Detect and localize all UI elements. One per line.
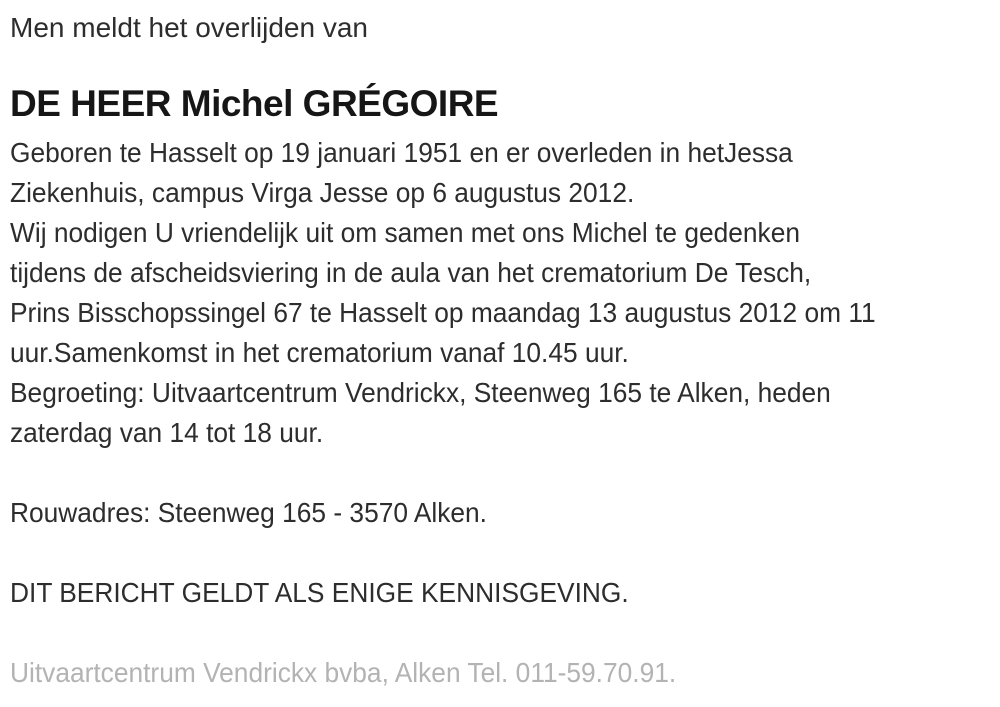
body-line: Wij nodigen U vriendelijk uit om samen met ons Michel te gedenken — [10, 217, 800, 248]
body-line: Geboren te Hasselt op 19 januari 1951 en er overleden in hetJessa — [10, 137, 793, 168]
deceased-name-heading: DE HEER Michel GRÉGOIRE — [10, 83, 499, 124]
body-line: Prins Bisschopssingel 67 te Hasselt op maandag 13 augustus 2012 om 11 — [10, 297, 876, 328]
mourning-address: Rouwadres: Steenweg 165 - 3570 Alken. — [10, 497, 488, 528]
announcement-intro: Men meldt het overlijden van — [10, 12, 368, 43]
body-line: Ziekenhuis, campus Virga Jesse op 6 augustus 2012. — [10, 177, 635, 208]
body-line: tijdens de afscheidsviering in de aula van het crematorium De Tesch, — [10, 257, 812, 288]
notice-body — [10, 133, 1000, 453]
funeral-home-footer: Uitvaartcentrum Vendrickx bvba, Alken Tel. 011-59.70.91. — [10, 657, 677, 688]
sole-notification-statement: DIT BERICHT GELDT ALS ENIGE KENNISGEVING. — [10, 577, 629, 608]
body-line: uur.Samenkomst in het crematorium vanaf 10.45 uur. — [10, 337, 629, 368]
body-line: Begroeting: Uitvaartcentrum Vendrickx, Steenweg 165 te Alken, heden — [10, 377, 831, 408]
body-line: zaterdag van 14 tot 18 uur. — [10, 417, 324, 448]
